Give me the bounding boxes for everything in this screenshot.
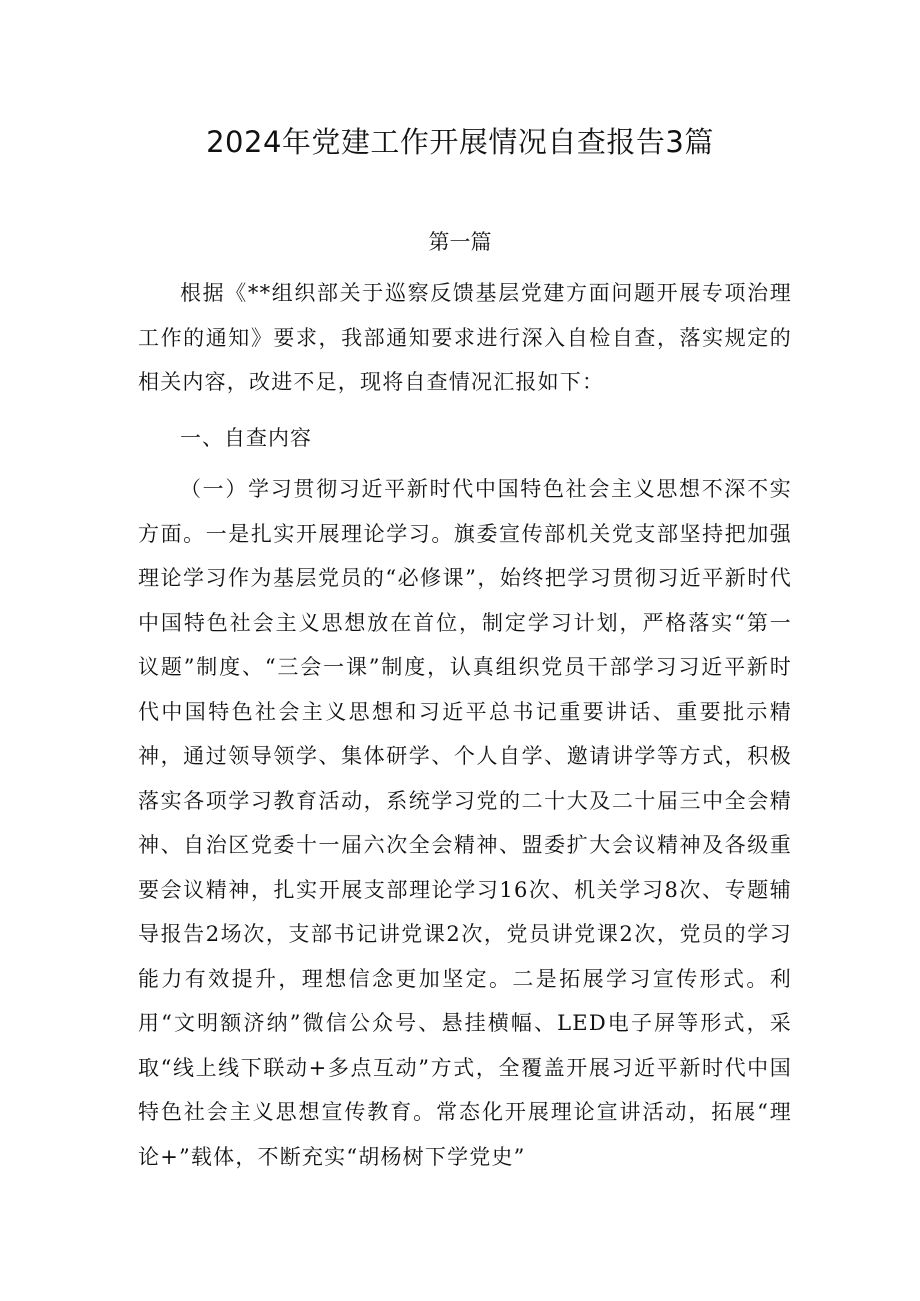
document-title: 2024年党建工作开展情况自查报告3篇 [206,125,714,159]
body-paragraph: （一）学习贯彻习近平新时代中国特色社会主义思想不深不实方面。一是扎实开展理论学习。旗委宣传部机关党支部坚持把加强理论学习作为基层党员的“必修课”，始终把学习贯彻习近平新时代中国特色社会主义思想放在首位，制定学习计划，严格落实“第一议题”制度、“三会一课”制度，认真组织党员干部学习习近平新时代中国特色社会主义思想和习近平总书记重要讲话、重要批示精神，通过领导领学、集体研学、个人自学、邀请讲学等方式，积极落实各项学习教育活动，系统学习党的二十大及二十届三中全会精神、自治区党委十一届六次全会精神、盟委扩大会议精神及各级重要会议精神，扎实开展支部理论学习16次、机关学习8次、专题辅导报告2场次，支部书记讲党课2次，党员讲党课2次，党员的学习能力有效提升，理想信念更加坚定。二是拓展学习宣传形式。利用“文明额济纳”微信公众号、悬挂横幅、LED电子屏等形式，采取“线上线下联动+多点互动”方式，全覆盖开展习近平新时代中国特色社会主义思想宣传教育。常态化开展理论宣讲活动，拓展“理论+”载体，不断充实“胡杨树下学党史” [138,477,792,1169]
section-title: 第一篇 [428,230,492,254]
intro-paragraph: 根据《**组织部关于巡察反馈基层党建方面问题开展专项治理工作的通知》要求，我部通知要求进行深入自检自查，落实规定的相关内容，改进不足，现将自查情况汇报如下： [138,281,792,394]
heading-self-check-content: 一、自查内容 [180,426,312,450]
